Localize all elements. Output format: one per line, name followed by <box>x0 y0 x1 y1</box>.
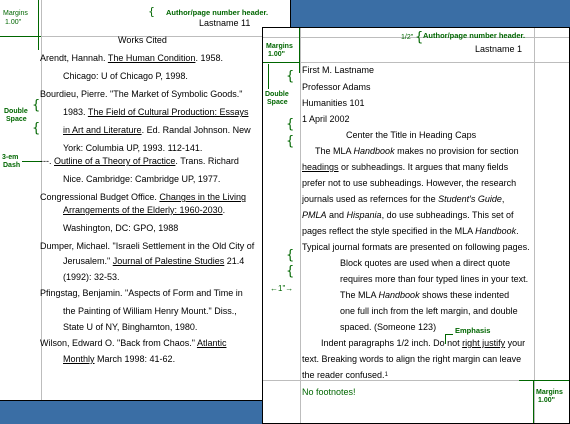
double-space-brace-1: { <box>32 98 41 113</box>
citation-line: ---. Outline of a Theory of Practice. Trans. Richard <box>40 156 239 166</box>
margin-label: Margins <box>3 10 28 17</box>
body-line: Indent paragraphs 1/2 inch. Do not right justify your <box>321 338 526 348</box>
citation-line: the Painting of William Henry Mount." Diss., <box>63 306 237 316</box>
margin-label-bottom: Margins <box>536 389 563 396</box>
dash-arrow <box>22 161 42 162</box>
emphasis-label: Emphasis <box>455 326 491 335</box>
course-name: Humanities 101 <box>302 98 365 108</box>
running-header: Lastname 1 <box>475 44 523 54</box>
citation-line: Arrangements of the Elderly: 1960-2030. <box>63 205 226 215</box>
header-brace: { <box>415 30 424 45</box>
brace: { <box>286 117 295 132</box>
header-annotation: Author/page number header. <box>166 8 269 17</box>
emphasis-arrow-head <box>445 334 453 335</box>
header-brace: { <box>148 5 155 18</box>
citation-line: in Art and Literature. Ed. Randal Johnson. New <box>63 125 251 135</box>
student-name: First M. Lastname <box>302 65 375 75</box>
citation-line: Arendt, Hannah. The Human Condition. 1958. <box>40 53 223 63</box>
paper-title: Center the Title in Heading Caps <box>346 130 477 140</box>
body-line: Typical journal formats are presented on following pages. <box>302 242 530 252</box>
double-space-label: Double <box>265 91 289 98</box>
citation-line: Congressional Budget Office. Changes in the Living <box>40 192 246 202</box>
running-header: Lastname 11 <box>199 18 251 28</box>
citation-line: (1992): 32-53. <box>63 272 120 282</box>
brace: { <box>286 69 295 84</box>
margin-arrow-vertical <box>299 28 300 73</box>
citation-line: State U of NY, Binghamton, 1980. <box>63 322 198 332</box>
margin-label-bottom-value: 1.00" <box>538 397 555 404</box>
one-inch-label: ←1"→ <box>270 284 294 293</box>
citation-line: Nice. Cambridge: Cambridge UP, 1977. <box>63 174 221 184</box>
body-line: journals used as refernces for the Student's Guide, <box>302 194 505 204</box>
page-title: Works Cited <box>118 35 167 45</box>
double-space-label-2: Space <box>267 99 288 106</box>
margin-label-value: 1.00" <box>5 19 22 26</box>
margin-label-value: 1.00" <box>268 51 285 58</box>
body-line: the reader confused. 1 <box>302 370 388 380</box>
citation-line: 1983. The Field of Cultural Production: Essays <box>63 107 249 117</box>
margin-label: Margins <box>266 43 293 50</box>
citation-line: Dumper, Michael. "Israeli Settlement in the Old City of <box>40 241 255 251</box>
citation-line: Monthly March 1998: 41-62. <box>63 354 176 364</box>
body-line: text. Breaking words to align the right margin can leave <box>302 354 522 364</box>
block-quote-line: one full inch from the left margin, and double <box>340 306 518 316</box>
brace: { <box>286 264 295 279</box>
body-line: pages reflect the style specified in the MLA Handbook. <box>302 226 519 236</box>
header-annotation: Author/page number header. <box>423 31 526 40</box>
margin-arrow-horizontal <box>0 36 41 37</box>
margin-arrow-vertical-bottom <box>533 380 534 423</box>
citation-line: Washington, DC: GPO, 1988 <box>63 223 179 233</box>
brace: { <box>286 134 295 149</box>
citation-line: Wilson, Edward O. "Back from Chaos." Atlantic <box>40 338 227 348</box>
citation-line: York: Columbia UP, 1993. 112-141. <box>63 143 203 153</box>
footnote-marker: 1 <box>384 372 388 378</box>
double-space-arrow <box>268 64 269 89</box>
double-space-label-2: Space <box>6 116 27 123</box>
dash-label-2: Dash <box>3 162 21 169</box>
block-quote-line: requires more than four typed lines in your text. <box>340 274 529 284</box>
dash-label: 3-em <box>2 154 19 161</box>
citation-line: Jerusalem." Journal of Palestine Studies 21.4 <box>63 256 245 266</box>
margin-arrow-horizontal-bottom <box>519 380 569 381</box>
citation-line: Pfingstag, Benjamin. "Aspects of Form and Time in <box>40 288 243 298</box>
works-cited-page <box>0 0 294 401</box>
body-line: prefer not to use subheadings. However, the research <box>302 178 517 188</box>
block-quote-line: Block quotes are used when a direct quote <box>340 258 511 268</box>
block-quote-line: spaced. (Someone 123) <box>340 322 437 332</box>
body-line: PMLA and Hispania, do use subheadings. This set of <box>302 210 514 220</box>
margin-guide-top-2 <box>263 62 569 63</box>
margin-guide-right <box>534 28 535 423</box>
body-line: The MLA Handbook makes no provision for section <box>315 146 519 156</box>
first-page <box>262 27 570 424</box>
citation-line: Bourdieu, Pierre. "The Market of Symbolic Goods." <box>40 89 243 99</box>
half-inch-label: 1/2" <box>401 34 414 41</box>
brace: { <box>286 248 295 263</box>
margin-arrow-vertical <box>38 0 39 50</box>
citation-line: Chicago: U of Chicago P, 1998. <box>63 71 188 81</box>
margin-guide-left <box>300 28 301 423</box>
body-line: headings or subheadings. It argues that many fields <box>302 162 509 172</box>
date: 1 April 2002 <box>302 114 350 124</box>
block-quote-line: The MLA Handbook shows these indented <box>340 290 510 300</box>
professor-name: Professor Adams <box>302 82 371 92</box>
margin-arrow-horizontal <box>263 62 300 63</box>
double-space-brace-2: { <box>32 121 41 136</box>
double-space-label: Double <box>4 108 28 115</box>
footnote-annotation: No footnotes! <box>302 387 356 397</box>
